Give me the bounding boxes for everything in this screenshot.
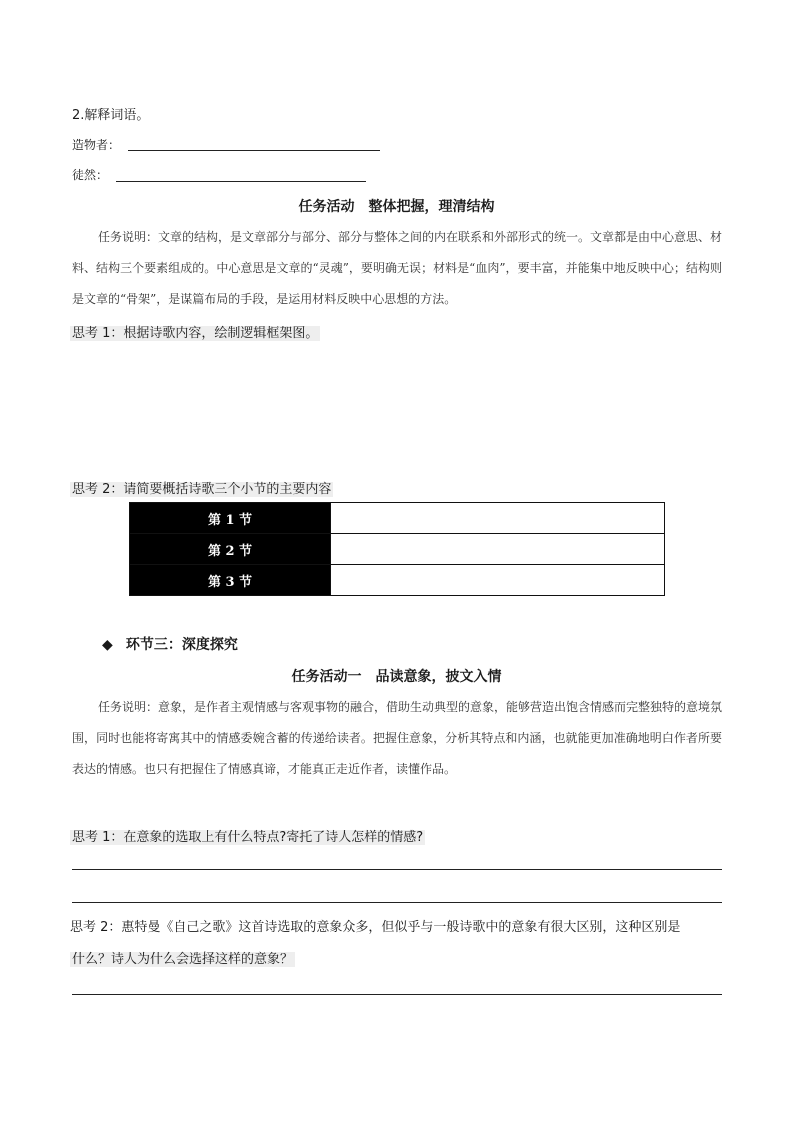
row-label-2: 第 2 节 xyxy=(130,534,331,565)
task2-think2-line2: 什么？诗人为什么会选择这样的意象？ xyxy=(72,952,294,967)
row-label-1: 第 1 节 xyxy=(130,503,331,534)
vocab-label-turan: 徒然： xyxy=(72,168,109,182)
task2-think2 xyxy=(70,916,680,935)
row-answer-cell-2[interactable] xyxy=(331,534,665,565)
task1-description xyxy=(72,222,722,315)
vocab-answer-line-1[interactable] xyxy=(128,150,380,151)
section3-header xyxy=(102,634,238,654)
row-answer-cell-1[interactable] xyxy=(331,503,665,534)
task1-think2 xyxy=(70,478,333,497)
task2-think2-line1: 思考 2：惠特曼《自己之歌》这首诗选取的意象众多，但似乎与一般诗歌中的意象有很大区别，这种区别是 xyxy=(70,920,681,935)
task1-think1-text: 思考 1：根据诗歌内容，绘制逻辑框架图。 xyxy=(72,326,319,341)
task2-think1 xyxy=(70,826,425,845)
task2-think1-text: 思考 1：在意象的选取上有什么特点?寄托了诗人怎样的情感? xyxy=(72,830,424,845)
vocab-label-zaowuzhe: 造物者： xyxy=(72,138,121,152)
task1-think1 xyxy=(70,322,320,341)
task1-heading: 任务活动 整体把握，理清结构 xyxy=(298,199,495,215)
row-answer-cell-3[interactable] xyxy=(331,565,665,596)
row-label-3: 第 3 节 xyxy=(130,565,331,596)
answer-line-think1-b[interactable] xyxy=(72,902,722,903)
table-row xyxy=(130,534,665,565)
task2-heading: 任务活动一 品读意象，披文入情 xyxy=(291,669,502,685)
task2-description-text: 任务说明：意象，是作者主观情感与客观事物的融合，借助生动典型的意象，能够营造出饱含情感而完整独特的意境氛围，同时也能将寄寓其中的情感委婉含蓄的传递给读者。把握住意象，分析其特点和内涵，也就能更加准确地明白作者所要表达的情感。也只有把握住了情感真谛，才能真正走近作者，读懂作品。 xyxy=(72,700,723,776)
section3-title: 环节三：深度探究 xyxy=(125,637,238,653)
table-row xyxy=(130,565,665,596)
vocab-title: 2.解释词语。 xyxy=(72,108,150,123)
task2-description xyxy=(72,692,722,785)
vocab-answer-line-2[interactable] xyxy=(116,181,366,182)
task2-think2-cont xyxy=(70,948,295,967)
answer-line-think1-a[interactable] xyxy=(72,869,722,870)
section-summary-table xyxy=(129,502,665,596)
task1-think2-text: 思考 2：请简要概括诗歌三个小节的主要内容 xyxy=(72,482,332,497)
table-row xyxy=(130,503,665,534)
answer-line-think2[interactable] xyxy=(72,994,722,995)
diamond-bullet-icon: ◆ xyxy=(102,637,113,653)
task1-description-text: 任务说明：文章的结构，是文章部分与部分、部分与整体之间的内在联系和外部形式的统一。文章都是由中心意思、材料、结构三个要素组成的。中心意思是文章的“灵魂”，要明确无误；材料是“血肉”，要丰富，并能集中地反映中心；结构则是文章的“骨架”，是谋篇布局的手段，是运用材料反映中心思想的方法。 xyxy=(72,230,723,306)
